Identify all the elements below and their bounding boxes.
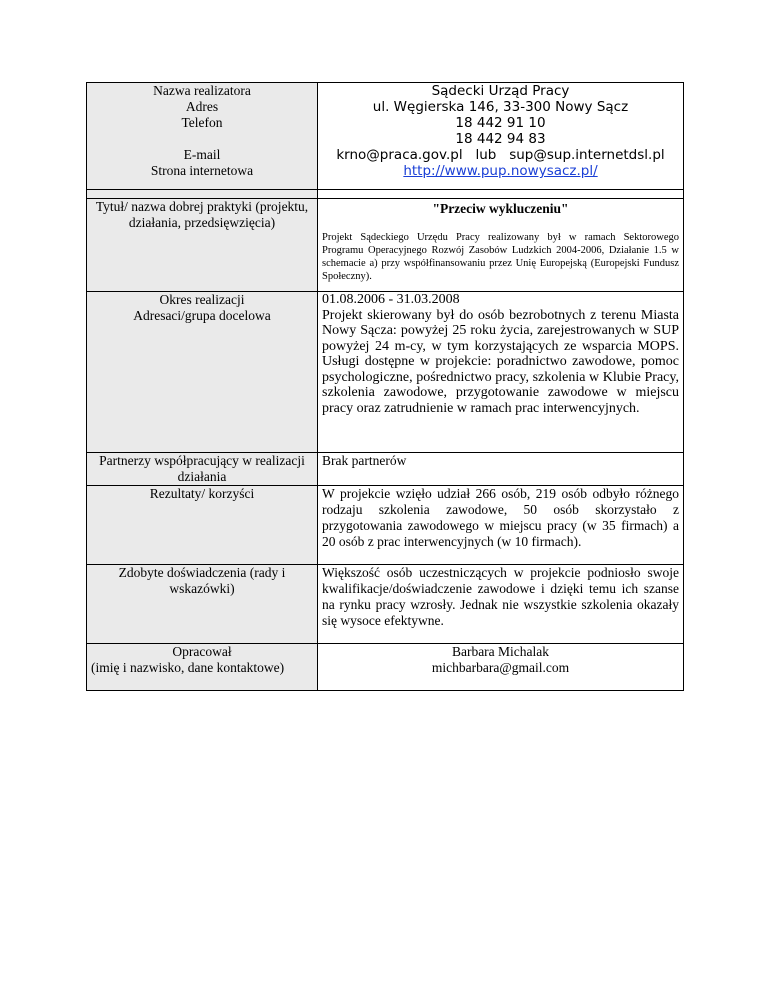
author-values (318, 644, 684, 691)
label-name: Nazwa realizatora (153, 83, 251, 98)
practice-values (318, 199, 684, 292)
realizator-row (87, 83, 684, 190)
realizator-values (318, 83, 684, 190)
partners-value: Brak partnerów (318, 453, 684, 486)
spacer-row (87, 190, 684, 199)
results-value: W projekcie wzięło udział 266 osób, 219 osób odbyło różnego rodzaju szkolenia zawodowe, 50 osób skorzystało z przygotowania zawodowego w miejscu pracy (w 35 firmach) a 20 osób z prac interwencyjnych (w 10 firmach). (318, 486, 684, 565)
experience-label: Zdobyte doświadczenia (rady i wskazówki) (87, 565, 318, 644)
realizator-phone-1: 18 442 91 10 (455, 115, 546, 131)
author-label-title: Opracował (172, 644, 232, 659)
realizator-name: Sądecki Urząd Pracy (431, 83, 570, 99)
period-label: Okres realizacji (159, 292, 245, 307)
realizator-email: krno@praca.gov.pl lub sup@sup.internetdsl.pl (336, 147, 665, 163)
author-label (87, 644, 318, 691)
good-practice-form (86, 82, 684, 691)
results-row (87, 486, 684, 565)
label-phone: Telefon (181, 115, 223, 130)
details-values (318, 292, 684, 453)
practice-title: "Przeciw wykluczeniu" (432, 201, 569, 216)
realizator-labels (87, 83, 318, 190)
practice-label: Tytuł/ nazwa dobrej praktyki (projektu, działania, przedsięwzięcia) (87, 199, 318, 292)
author-row (87, 644, 684, 691)
author-email: michbarbara@gmail.com (431, 660, 570, 675)
website-link[interactable]: http://www.pup.nowysacz.pl/ (403, 163, 598, 179)
details-labels (87, 292, 318, 453)
realizator-phone-2: 18 442 94 83 (455, 131, 546, 147)
partners-row (87, 453, 684, 486)
period-value: 01.08.2006 - 31.03.2008 (322, 292, 460, 307)
results-label: Rezultaty/ korzyści (87, 486, 318, 565)
label-website: Strona internetowa (150, 163, 254, 178)
label-spacer (91, 131, 313, 147)
details-row (87, 292, 684, 453)
target-label: Adresaci/grupa docelowa (133, 308, 271, 323)
label-email: E-mail (183, 147, 221, 162)
practice-description: Projekt Sądeckiego Urzędu Pracy realizowany był w ramach Sektorowego Programu Operacyjnego Rozwój Zasobów Ludzkich 2004-2006, Działanie 1.5 w schemacie a) przy współfinansowaniu przez Unię Europejską (Europejski Fundusz Społeczny). (322, 232, 679, 282)
experience-value: Większość osób uczestniczących w projekcie podniosło swoje kwalifikacje/doświadczenie zawodowe i dzięki temu ich szanse na rynku pracy wzrosły. Jednak nie wszystkie szkolenia okazały się wysoce efektywne. (318, 565, 684, 644)
partners-label: Partnerzy współpracujący w realizacji działania (87, 453, 318, 486)
practice-row (87, 199, 684, 292)
target-value: Projekt skierowany był do osób bezrobotnych z terenu Miasta Nowy Sącza: powyżej 25 roku życia, zarejestrowanych w SUP powyżej 24 m-cy, w tym korzystających ze wsparcia MOPS. Usługi dostępne w projekcie: poradnictwo zawodowe, pomoc psychologiczne, pośrednictwo pracy, szkolenia w Klubie Pracy, szkolenia zawodowe, przygotowanie zawodowe w miejscu pracy oraz zatrudnienie w ramach prac interwencyjnych. (322, 307, 679, 416)
author-label-details: (imię i nazwisko, dane kontaktowe) (91, 660, 285, 675)
author-name: Barbara Michalak (451, 644, 550, 659)
experience-row (87, 565, 684, 644)
label-address: Adres (185, 99, 219, 114)
realizator-address: ul. Węgierska 146, 33-300 Nowy Sącz (372, 99, 629, 115)
